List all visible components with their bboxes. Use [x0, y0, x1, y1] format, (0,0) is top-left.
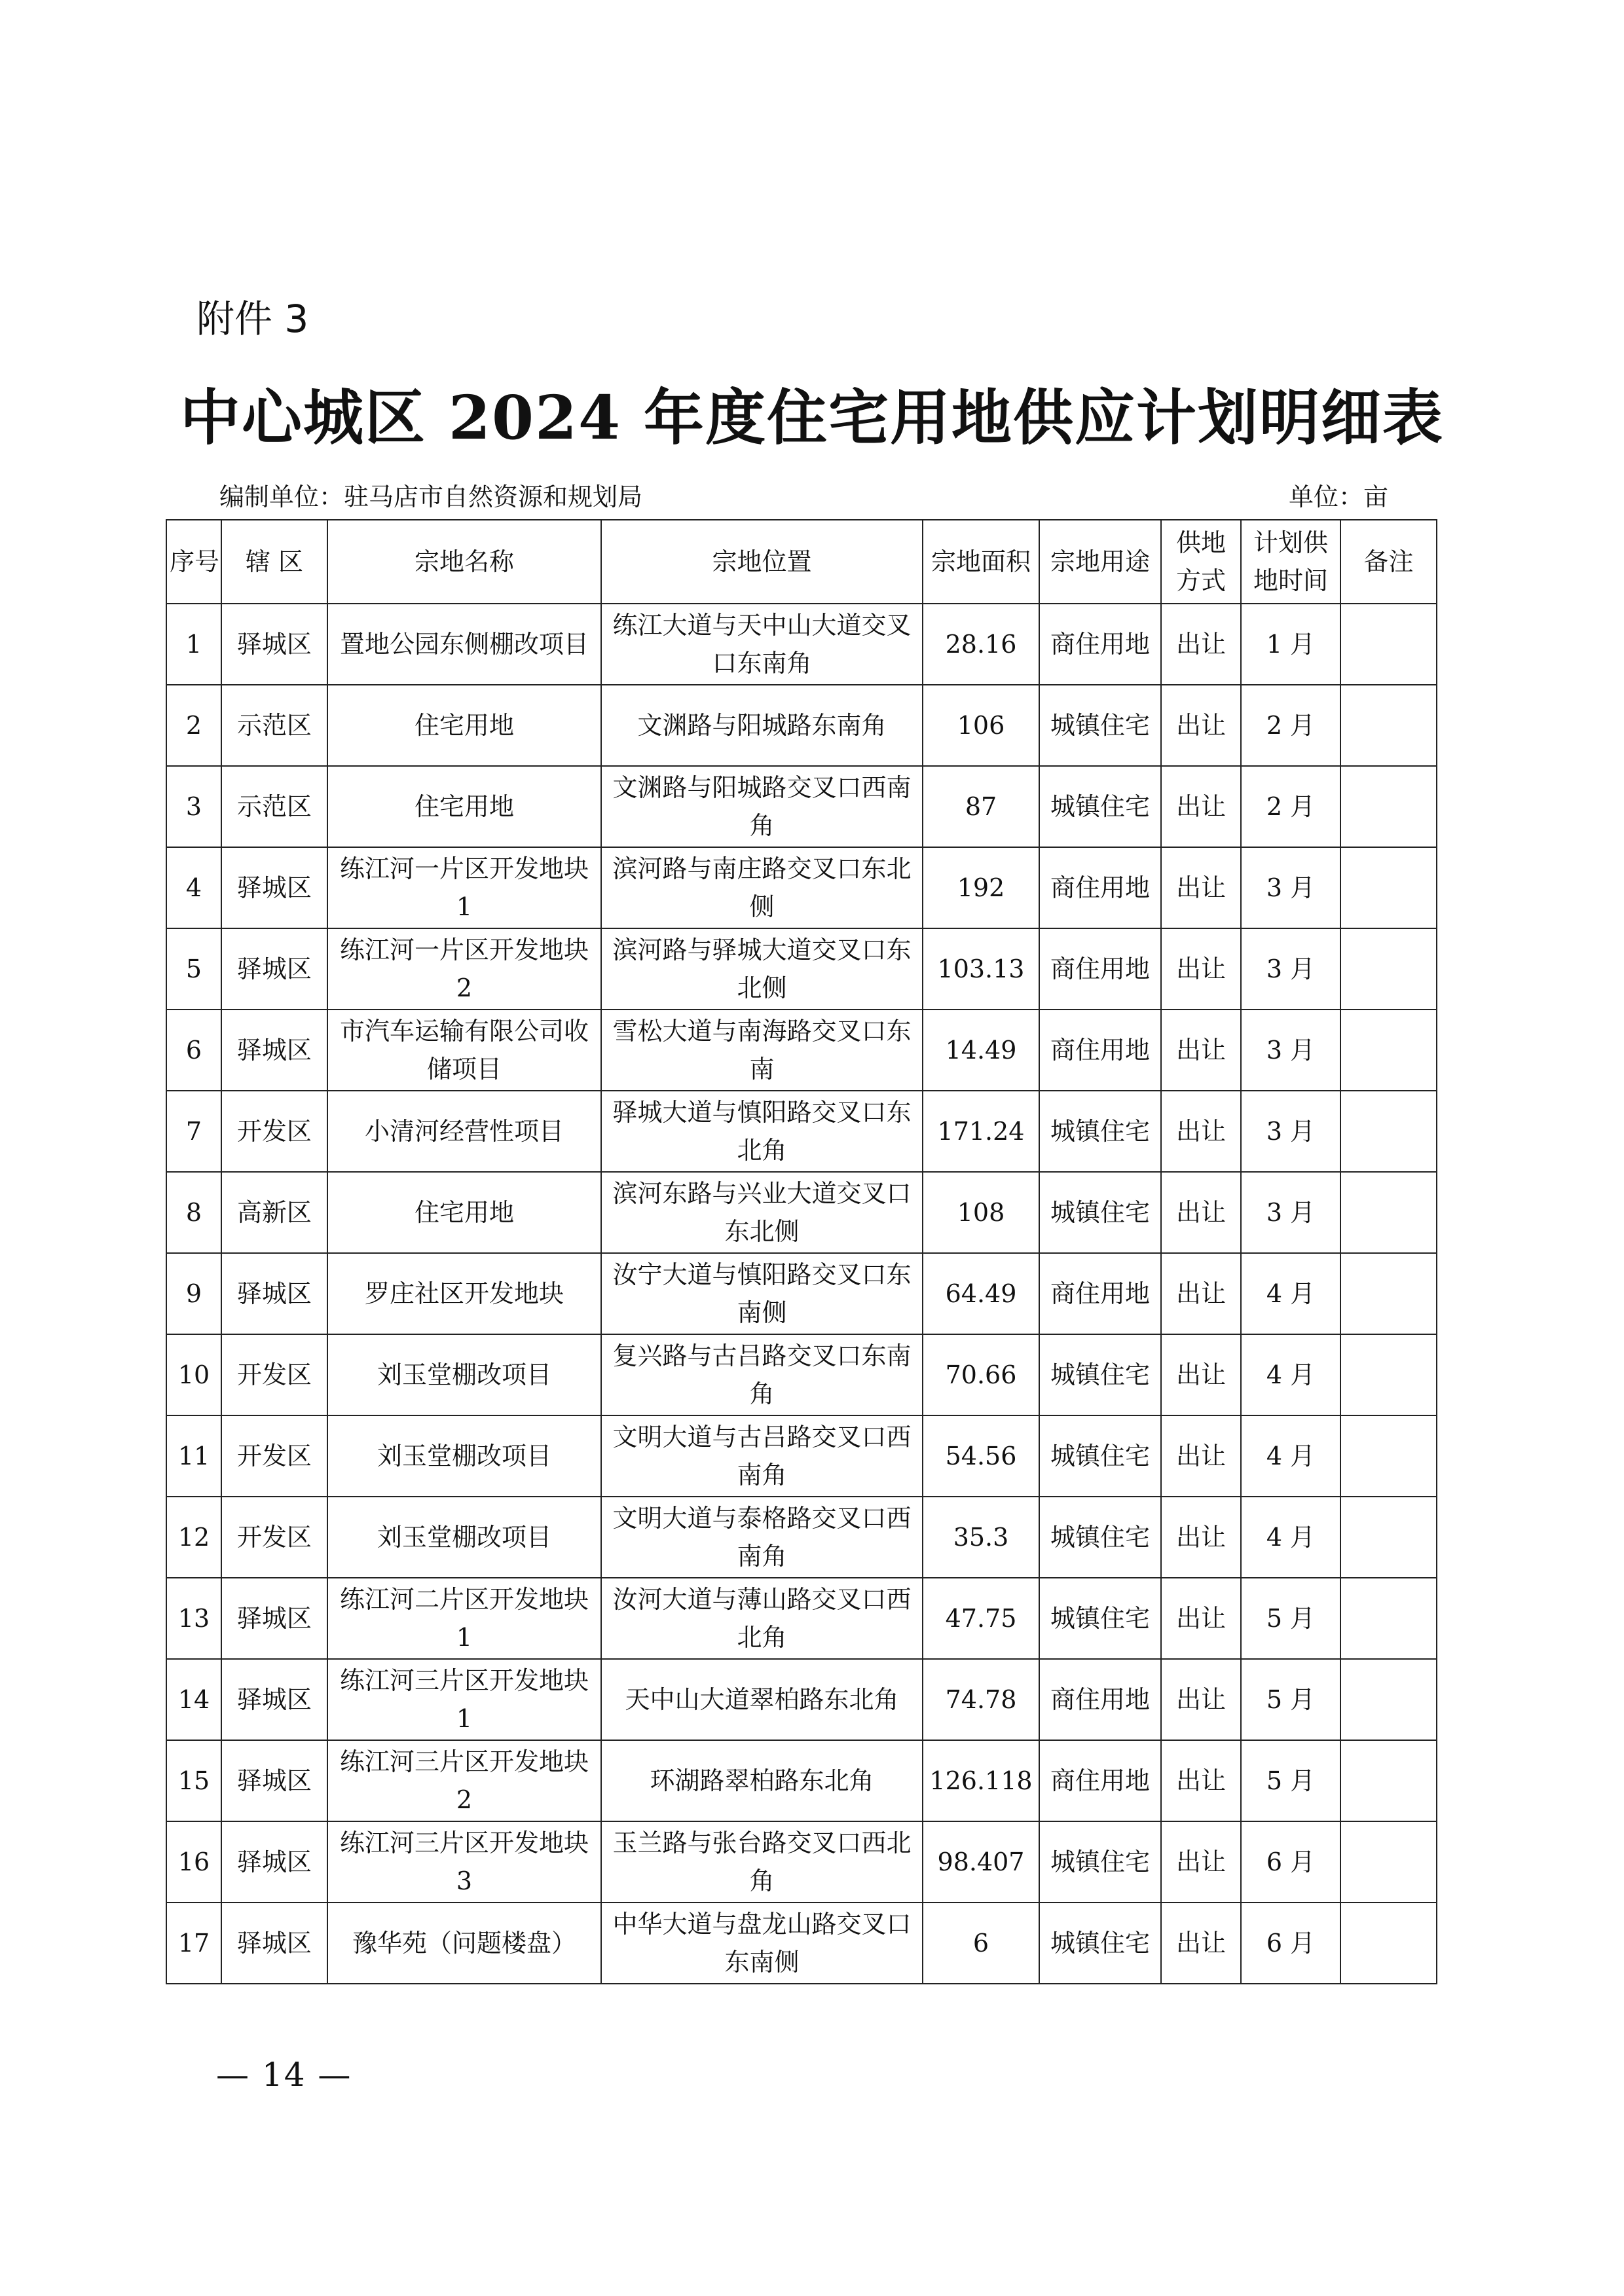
cell-supply: 出让	[1161, 1172, 1241, 1253]
cell-name: 刘玉堂棚改项目	[327, 1497, 601, 1578]
cell-name: 练江河一片区开发地块 2	[327, 928, 601, 1010]
cell-use: 商住用地	[1039, 1253, 1161, 1334]
cell-time: 6 月	[1241, 1903, 1340, 1984]
cell-supply: 出让	[1161, 685, 1241, 766]
cell-location: 练江大道与天中山大道交叉口东南角	[601, 604, 923, 685]
cell-location: 汝宁大道与慎阳路交叉口东南侧	[601, 1253, 923, 1334]
cell-use: 城镇住宅	[1039, 1578, 1161, 1659]
cell-location: 驿城大道与慎阳路交叉口东北角	[601, 1091, 923, 1172]
cell-supply: 出让	[1161, 1334, 1241, 1415]
cell-use: 城镇住宅	[1039, 1903, 1161, 1984]
cell-time: 4 月	[1241, 1415, 1340, 1497]
cell-name: 练江河二片区开发地块 1	[327, 1578, 601, 1659]
header-remark: 备注	[1340, 520, 1437, 604]
cell-location: 文明大道与古吕路交叉口西南角	[601, 1415, 923, 1497]
cell-use: 商住用地	[1039, 604, 1161, 685]
header-use: 宗地用途	[1039, 520, 1161, 604]
cell-supply: 出让	[1161, 847, 1241, 928]
cell-name: 罗庄社区开发地块	[327, 1253, 601, 1334]
cell-remark	[1340, 1172, 1437, 1253]
header-area: 宗地面积	[923, 520, 1039, 604]
cell-time: 3 月	[1241, 928, 1340, 1010]
compiler-label: 编制单位：驻马店市自然资源和规划局	[219, 483, 643, 511]
table-row	[166, 1740, 1437, 1821]
cell-district: 驿城区	[221, 1253, 327, 1334]
cell-time: 4 月	[1241, 1334, 1340, 1415]
table-row	[166, 1415, 1437, 1497]
cell-district: 示范区	[221, 766, 327, 847]
cell-district: 驿城区	[221, 1659, 327, 1740]
cell-time: 5 月	[1241, 1578, 1340, 1659]
cell-location: 雪松大道与南海路交叉口东南	[601, 1010, 923, 1091]
cell-area: 103.13	[923, 928, 1039, 1010]
cell-district: 驿城区	[221, 1740, 327, 1821]
table-row	[166, 1659, 1437, 1740]
cell-name: 练江河一片区开发地块 1	[327, 847, 601, 928]
table-row	[166, 1578, 1437, 1659]
cell-no: 3	[166, 766, 221, 847]
cell-use: 城镇住宅	[1039, 1334, 1161, 1415]
cell-no: 10	[166, 1334, 221, 1415]
cell-supply: 出让	[1161, 1740, 1241, 1821]
cell-supply: 出让	[1161, 604, 1241, 685]
table-row	[166, 1253, 1437, 1334]
cell-use: 城镇住宅	[1039, 685, 1161, 766]
cell-location: 滨河路与南庄路交叉口东北侧	[601, 847, 923, 928]
cell-supply: 出让	[1161, 1578, 1241, 1659]
cell-district: 开发区	[221, 1497, 327, 1578]
cell-district: 开发区	[221, 1091, 327, 1172]
cell-no: 1	[166, 604, 221, 685]
cell-no: 14	[166, 1659, 221, 1740]
table-row	[166, 847, 1437, 928]
cell-name: 住宅用地	[327, 766, 601, 847]
cell-supply: 出让	[1161, 1253, 1241, 1334]
cell-use: 城镇住宅	[1039, 766, 1161, 847]
cell-name: 住宅用地	[327, 1172, 601, 1253]
cell-supply: 出让	[1161, 1659, 1241, 1740]
table-row	[166, 1497, 1437, 1578]
table-row	[166, 1903, 1437, 1984]
cell-time: 6 月	[1241, 1821, 1340, 1903]
cell-area: 35.3	[923, 1497, 1039, 1578]
header-time: 计划供地时间	[1241, 520, 1340, 604]
cell-location: 环湖路翠柏路东北角	[601, 1740, 923, 1821]
cell-use: 城镇住宅	[1039, 1091, 1161, 1172]
cell-area: 126.118	[923, 1740, 1039, 1821]
cell-time: 5 月	[1241, 1740, 1340, 1821]
cell-no: 6	[166, 1010, 221, 1091]
cell-remark	[1340, 928, 1437, 1010]
cell-time: 4 月	[1241, 1253, 1340, 1334]
cell-supply: 出让	[1161, 1903, 1241, 1984]
cell-location: 文渊路与阳城路东南角	[601, 685, 923, 766]
cell-district: 示范区	[221, 685, 327, 766]
cell-no: 7	[166, 1091, 221, 1172]
cell-supply: 出让	[1161, 928, 1241, 1010]
cell-name: 刘玉堂棚改项目	[327, 1415, 601, 1497]
cell-district: 高新区	[221, 1172, 327, 1253]
cell-supply: 出让	[1161, 766, 1241, 847]
cell-district: 驿城区	[221, 928, 327, 1010]
cell-remark	[1340, 1821, 1437, 1903]
cell-name: 豫华苑（问题楼盘）	[327, 1903, 601, 1984]
cell-remark	[1340, 1659, 1437, 1740]
table-body	[166, 604, 1437, 1984]
cell-supply: 出让	[1161, 1010, 1241, 1091]
cell-remark	[1340, 685, 1437, 766]
header-no: 序号	[166, 520, 221, 604]
cell-time: 3 月	[1241, 847, 1340, 928]
cell-use: 商住用地	[1039, 1659, 1161, 1740]
header-district: 辖 区	[221, 520, 327, 604]
table-row	[166, 1010, 1437, 1091]
cell-name: 刘玉堂棚改项目	[327, 1334, 601, 1415]
cell-location: 文渊路与阳城路交叉口西南角	[601, 766, 923, 847]
header-supply: 供地方式	[1161, 520, 1241, 604]
cell-district: 驿城区	[221, 1903, 327, 1984]
cell-use: 商住用地	[1039, 1010, 1161, 1091]
cell-area: 108	[923, 1172, 1039, 1253]
cell-area: 74.78	[923, 1659, 1039, 1740]
cell-no: 12	[166, 1497, 221, 1578]
cell-area: 70.66	[923, 1334, 1039, 1415]
cell-district: 开发区	[221, 1334, 327, 1415]
cell-area: 64.49	[923, 1253, 1039, 1334]
table-row	[166, 766, 1437, 847]
cell-district: 驿城区	[221, 1010, 327, 1091]
cell-name: 小清河经营性项目	[327, 1091, 601, 1172]
table-row	[166, 1172, 1437, 1253]
cell-area: 28.16	[923, 604, 1039, 685]
cell-area: 192	[923, 847, 1039, 928]
attachment-label: 附件 3	[196, 297, 309, 341]
table-row	[166, 1091, 1437, 1172]
cell-area: 98.407	[923, 1821, 1039, 1903]
cell-remark	[1340, 1740, 1437, 1821]
cell-location: 汝河大道与薄山路交叉口西北角	[601, 1578, 923, 1659]
cell-remark	[1340, 1578, 1437, 1659]
cell-use: 商住用地	[1039, 928, 1161, 1010]
cell-supply: 出让	[1161, 1497, 1241, 1578]
cell-area: 54.56	[923, 1415, 1039, 1497]
cell-no: 5	[166, 928, 221, 1010]
cell-no: 16	[166, 1821, 221, 1903]
cell-time: 4 月	[1241, 1497, 1340, 1578]
cell-location: 滨河路与驿城大道交叉口东北侧	[601, 928, 923, 1010]
cell-time: 5 月	[1241, 1659, 1340, 1740]
cell-remark	[1340, 1334, 1437, 1415]
table-row	[166, 928, 1437, 1010]
cell-no: 17	[166, 1903, 221, 1984]
unit-label: 单位：亩	[1289, 483, 1389, 511]
cell-use: 商住用地	[1039, 1740, 1161, 1821]
cell-use: 城镇住宅	[1039, 1172, 1161, 1253]
cell-no: 8	[166, 1172, 221, 1253]
table-row	[166, 604, 1437, 685]
cell-remark	[1340, 1903, 1437, 1984]
cell-district: 开发区	[221, 1415, 327, 1497]
cell-use: 城镇住宅	[1039, 1415, 1161, 1497]
cell-area: 87	[923, 766, 1039, 847]
table-row	[166, 685, 1437, 766]
cell-use: 城镇住宅	[1039, 1497, 1161, 1578]
cell-area: 47.75	[923, 1578, 1039, 1659]
cell-remark	[1340, 1415, 1437, 1497]
table-row	[166, 1821, 1437, 1903]
cell-no: 4	[166, 847, 221, 928]
cell-district: 驿城区	[221, 847, 327, 928]
cell-area: 6	[923, 1903, 1039, 1984]
page-number: — 14 —	[216, 2056, 352, 2094]
header-name: 宗地名称	[327, 520, 601, 604]
cell-remark	[1340, 847, 1437, 928]
cell-time: 2 月	[1241, 685, 1340, 766]
cell-location: 滨河东路与兴业大道交叉口东北侧	[601, 1172, 923, 1253]
cell-remark	[1340, 1010, 1437, 1091]
cell-supply: 出让	[1161, 1091, 1241, 1172]
cell-supply: 出让	[1161, 1821, 1241, 1903]
cell-time: 3 月	[1241, 1091, 1340, 1172]
cell-name: 练江河三片区开发地块 1	[327, 1659, 601, 1740]
cell-no: 15	[166, 1740, 221, 1821]
cell-name: 练江河三片区开发地块 2	[327, 1740, 601, 1821]
table-header-row	[166, 520, 1437, 604]
cell-time: 3 月	[1241, 1172, 1340, 1253]
cell-supply: 出让	[1161, 1415, 1241, 1497]
cell-remark	[1340, 1253, 1437, 1334]
cell-no: 2	[166, 685, 221, 766]
cell-time: 1 月	[1241, 604, 1340, 685]
cell-name: 练江河三片区开发地块 3	[327, 1821, 601, 1903]
cell-name: 住宅用地	[327, 685, 601, 766]
cell-name: 置地公园东侧棚改项目	[327, 604, 601, 685]
land-supply-table	[166, 519, 1437, 1984]
cell-no: 11	[166, 1415, 221, 1497]
cell-remark	[1340, 766, 1437, 847]
cell-district: 驿城区	[221, 1821, 327, 1903]
table-row	[166, 1334, 1437, 1415]
cell-time: 2 月	[1241, 766, 1340, 847]
cell-remark	[1340, 604, 1437, 685]
cell-no: 9	[166, 1253, 221, 1334]
cell-area: 14.49	[923, 1010, 1039, 1091]
cell-location: 文明大道与泰格路交叉口西南角	[601, 1497, 923, 1578]
cell-location: 复兴路与古吕路交叉口东南角	[601, 1334, 923, 1415]
header-location: 宗地位置	[601, 520, 923, 604]
cell-district: 驿城区	[221, 1578, 327, 1659]
cell-name: 市汽车运输有限公司收储项目	[327, 1010, 601, 1091]
cell-remark	[1340, 1497, 1437, 1578]
cell-location: 中华大道与盘龙山路交叉口东南侧	[601, 1903, 923, 1984]
cell-district: 驿城区	[221, 604, 327, 685]
cell-location: 玉兰路与张台路交叉口西北角	[601, 1821, 923, 1903]
cell-use: 商住用地	[1039, 847, 1161, 928]
cell-no: 13	[166, 1578, 221, 1659]
cell-use: 城镇住宅	[1039, 1821, 1161, 1903]
cell-location: 天中山大道翠柏路东北角	[601, 1659, 923, 1740]
cell-time: 3 月	[1241, 1010, 1340, 1091]
page-title: 中心城区 2024 年度住宅用地供应计划明细表	[179, 382, 1445, 453]
cell-remark	[1340, 1091, 1437, 1172]
cell-area: 171.24	[923, 1091, 1039, 1172]
cell-area: 106	[923, 685, 1039, 766]
